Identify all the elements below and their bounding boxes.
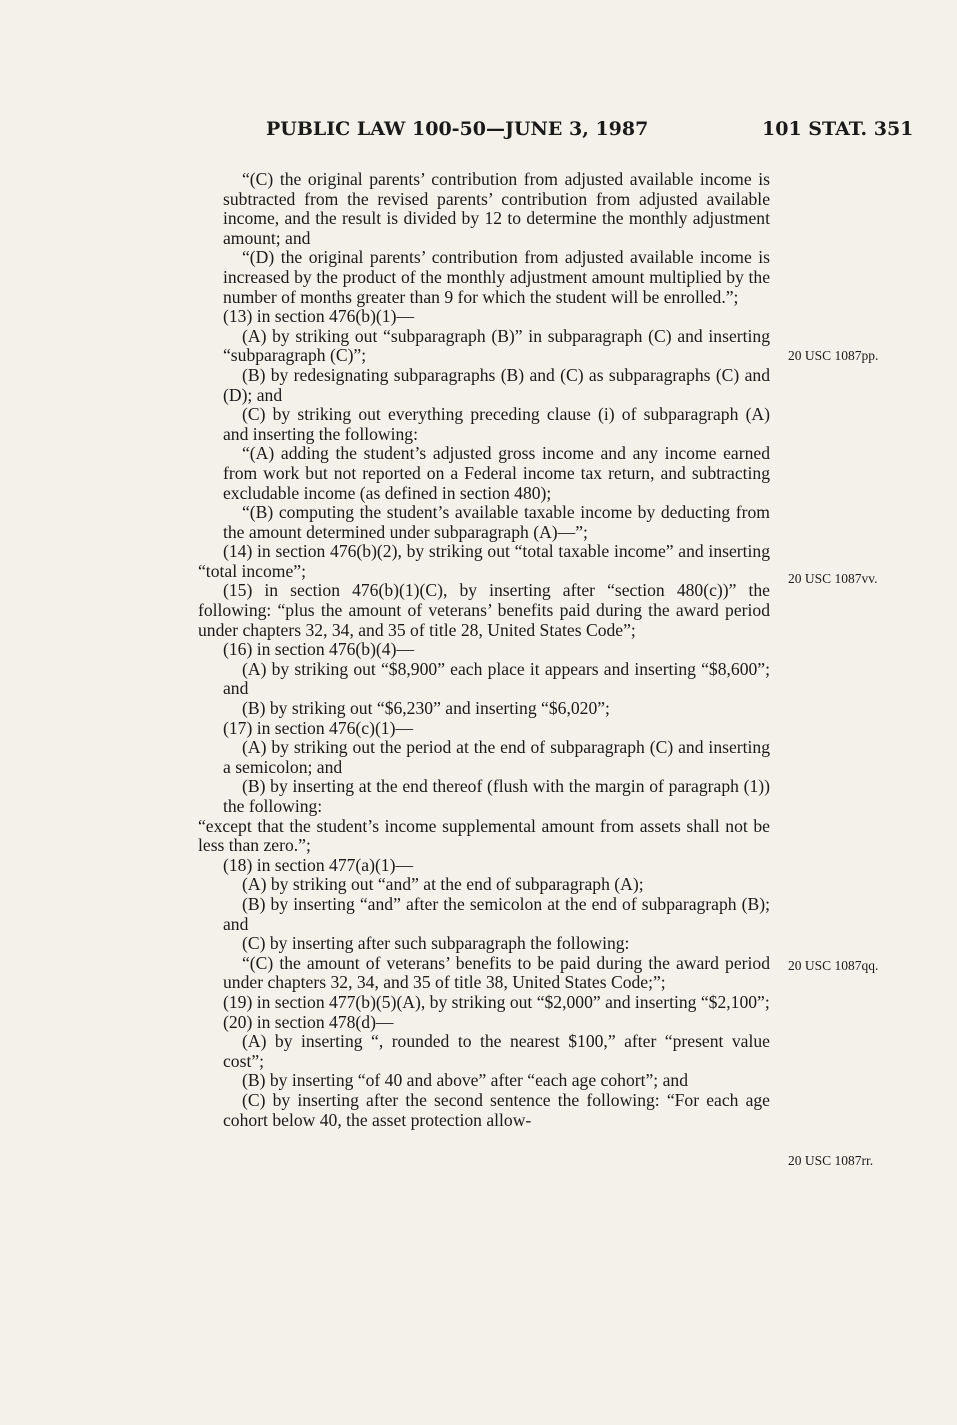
paragraph: (C) by inserting after such subparagraph the following: xyxy=(242,933,630,954)
paragraph: “(C) the original parents’ contribution from adjusted available income is subtracted from the revised parents’ contribution from adjusted available income, and the result is divided by 12 to determine the monthly adjustment amount; and xyxy=(223,169,770,248)
paragraph: (20) in section 478(d)— xyxy=(223,1011,394,1032)
paragraph: “(A) adding the student’s adjusted gross income and any income earned from work but not reported on a Federal income tax return, and subtracting excludable income (as defined in section 480); xyxy=(223,443,770,503)
margin-note: 20 USC 1087vv. xyxy=(788,571,878,586)
running-header xyxy=(0,118,957,148)
header-stat-page: 101 STAT. 351 xyxy=(762,118,914,140)
paragraph: “(B) computing the student’s available taxable income by deducting from the amount determined under subparagraph (A)—”; xyxy=(223,502,770,542)
paragraph: (16) in section 476(b)(4)— xyxy=(223,639,415,660)
paragraph: “except that the student’s income supplemental amount from assets shall not be less than zero.”; xyxy=(198,815,770,856)
paragraph: (B) by inserting “of 40 and above” after “each age cohort”; and xyxy=(242,1070,688,1091)
paragraph: (B) by inserting at the end thereof (flush with the margin of paragraph (1)) the following: xyxy=(223,776,770,816)
margin-note: 20 USC 1087pp. xyxy=(788,348,879,363)
paragraph: (B) by striking out “$6,230” and inserting “$6,020”; xyxy=(242,698,610,719)
paragraph: (14) in section 476(b)(2), by striking out “total taxable income” and inserting “total income”; xyxy=(198,541,770,581)
paragraph: (18) in section 477(a)(1)— xyxy=(223,854,414,875)
paragraph: (19) in section 477(b)(5)(A), by striking out “$2,000” and inserting “$2,100”; xyxy=(223,991,770,1012)
paragraph: (A) by striking out “$8,900” each place it appears and inserting “$8,600”; and xyxy=(223,658,770,699)
paragraph: (C) by striking out everything preceding clause (i) of subparagraph (A) and inserting the following: xyxy=(223,404,770,444)
paragraph: (B) by inserting “and” after the semicolon at the end of subparagraph (B); and xyxy=(223,893,770,934)
paragraph: (A) by inserting “, rounded to the nearest $100,” after “present value cost”; xyxy=(223,1031,770,1071)
paragraph: (B) by redesignating subparagraphs (B) and (C) as subparagraphs (C) and (D); and xyxy=(223,364,770,405)
paragraph: (A) by striking out “and” at the end of subparagraph (A); xyxy=(242,874,644,895)
margin-note: 20 USC 1087qq. xyxy=(788,958,879,973)
paragraph: “(D) the original parents’ contribution from adjusted available income is increased by the product of the monthly adjustment amount multiplied by the number of months greater than 9 for which the student will be enrolled.”; xyxy=(223,247,770,307)
paragraph: (17) in section 476(c)(1)— xyxy=(223,717,414,738)
body-text xyxy=(198,170,770,1130)
paragraph: “(C) the amount of veterans’ benefits to be paid during the award period under chapters 32, 34, and 35 of title 38, United States Code;”; xyxy=(223,952,770,993)
paragraph: (C) by inserting after the second sentence the following: “For each age cohort below 40, the asset protection allow- xyxy=(223,1089,770,1130)
paragraph: (A) by striking out “subparagraph (B)” in subparagraph (C) and inserting “subparagraph (C)”; xyxy=(223,325,770,366)
paragraph: (A) by striking out the period at the end of subparagraph (C) and inserting a semicolon; and xyxy=(223,737,770,777)
paragraph: (13) in section 476(b)(1)— xyxy=(223,306,415,327)
header-title: PUBLIC LAW 100-50—JUNE 3, 1987 xyxy=(266,118,649,140)
margin-note: 20 USC 1087rr. xyxy=(788,1153,874,1168)
paragraph: (15) in section 476(b)(1)(C), by inserting after “section 480(c))” the following: “plus the amount of veterans’ benefits paid during the award period under chapters 32, 34, and 35 of title 28, United States Code”; xyxy=(198,580,770,640)
